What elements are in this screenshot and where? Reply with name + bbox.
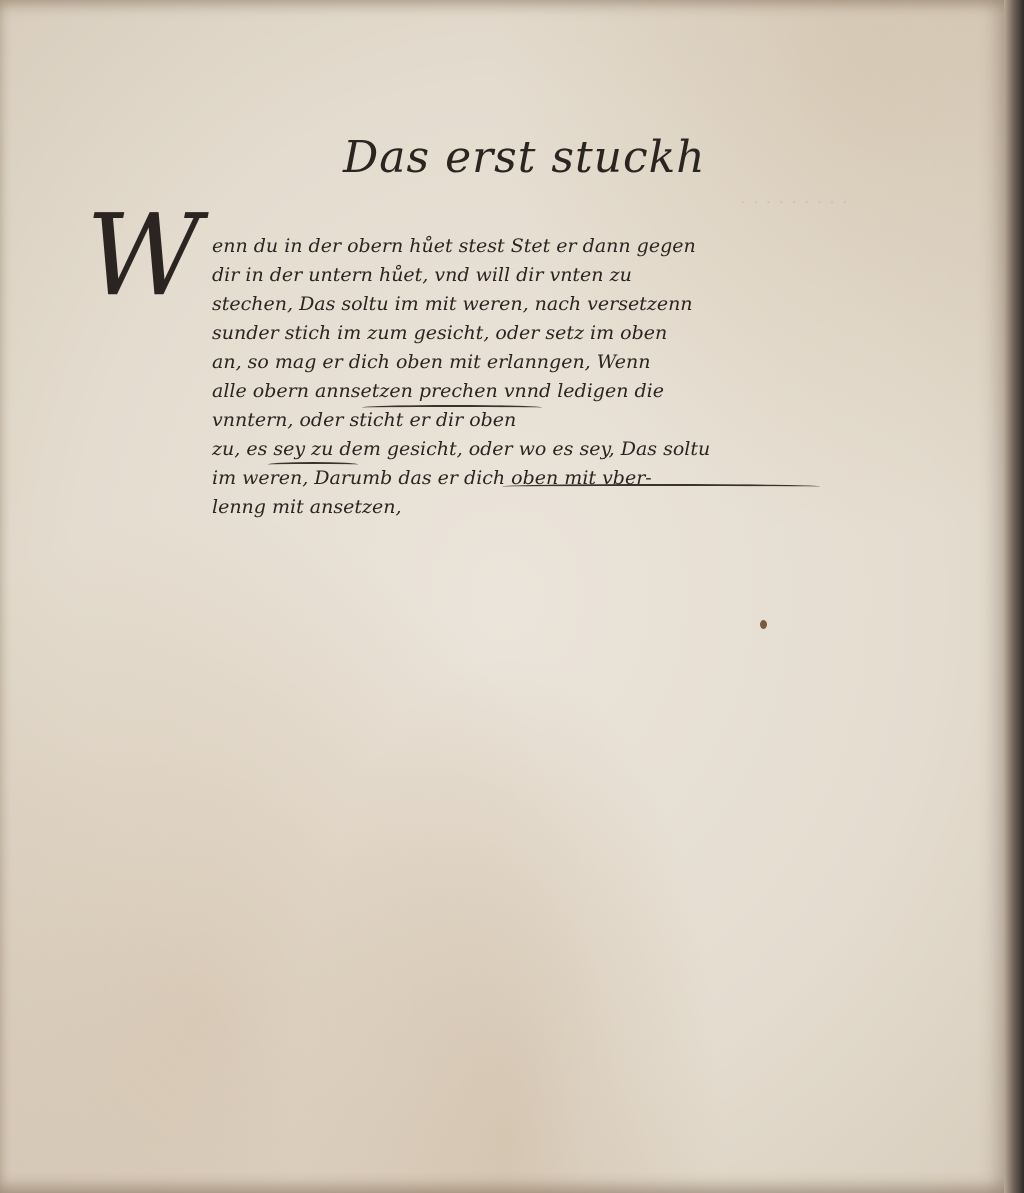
bleed-through-text: · · · · · · · · · [740, 190, 849, 214]
text-line: vnntern, oder sticht er dir oben [212, 409, 517, 431]
text-line: enn du in der obern hůet stest Stet er dann gegen [212, 235, 696, 257]
book-gutter-edge [1004, 0, 1024, 1193]
line-filler-stroke [268, 462, 358, 467]
decorated-initial: W [86, 191, 202, 321]
line-filler-stroke [362, 405, 542, 410]
text-line: lenng mit ansetzen, [212, 496, 402, 518]
text-line: alle obern annsetzen prechen vnnd ledigen die [212, 380, 664, 402]
page-title: Das erst stuckh [343, 132, 706, 183]
body-text [212, 232, 872, 522]
text-line: dir in der untern hůet, vnd will dir vnten zu [212, 264, 632, 286]
text-line: zu, es sey zu dem gesicht, oder wo es sey, Das soltu [212, 438, 711, 460]
text-line: an, so mag er dich oben mit erlanngen, Wenn [212, 351, 651, 373]
text-line: stechen, Das soltu im mit weren, nach versetzenn [212, 293, 693, 315]
text-line: sunder stich im zum gesicht, oder setz im oben [212, 322, 668, 344]
text-line: im weren, Darumb das er dich oben mit vber- [212, 467, 652, 489]
line-filler-stroke [502, 484, 820, 489]
paper-stain [760, 620, 767, 629]
